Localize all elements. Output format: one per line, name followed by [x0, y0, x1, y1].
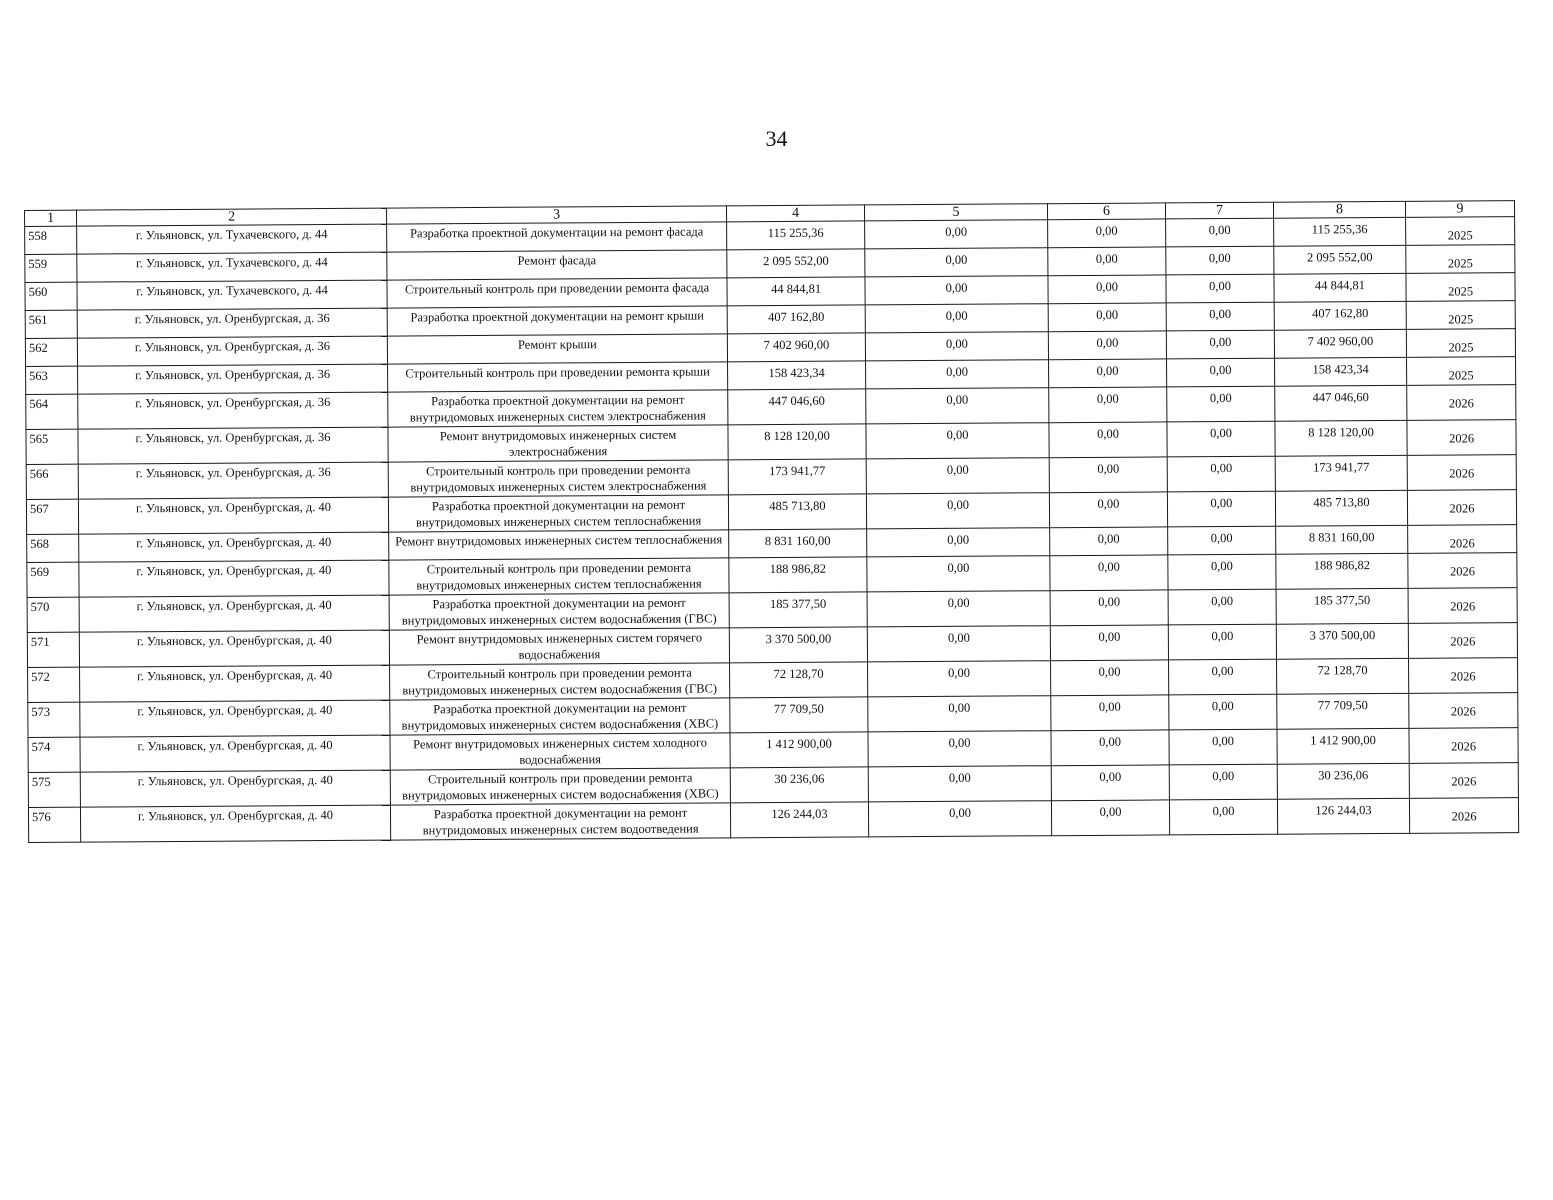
- year-cell: 2025: [1406, 273, 1515, 302]
- owner-funds-cell: 2 095 552,00: [1274, 245, 1406, 274]
- work-type-cell: Ремонт внутридомовых инженерных систем электроснабжения: [388, 425, 728, 462]
- page-number: 34: [765, 126, 788, 151]
- work-type-cell: Разработка проектной документации на ремонт внутридомовых инженерных систем теплоснабжения: [388, 495, 728, 532]
- row-number-cell: 564: [26, 394, 78, 429]
- row-number-cell: 566: [26, 464, 78, 499]
- work-type-cell: Разработка проектной документации на ремонт внутридомовых инженерных систем водоснабжения (ХВС): [390, 698, 730, 735]
- col6-value-cell: 0,00: [1050, 625, 1168, 661]
- address-cell: г. Ульяновск, ул. Оренбургская, д. 36: [78, 364, 388, 394]
- col7-value-cell: 0,00: [1166, 246, 1274, 275]
- col6-value-cell: 0,00: [1048, 331, 1166, 360]
- col7-value-cell: 0,00: [1168, 589, 1276, 625]
- col5-value-cell: 0,00: [867, 528, 1050, 557]
- col5-value-cell: 0,00: [868, 731, 1051, 767]
- work-type-cell: Строительный контроль при проведении ремонта крыши: [388, 362, 728, 392]
- year-cell: 2026: [1407, 455, 1516, 491]
- address-cell: г. Ульяновск, ул. Оренбургская, д. 40: [79, 560, 389, 597]
- col7-value-cell: 0,00: [1169, 799, 1277, 835]
- row-number-cell: 570: [27, 597, 79, 632]
- year-cell: 2025: [1406, 329, 1515, 358]
- row-number-cell: 560: [25, 282, 77, 310]
- owner-funds-cell: 72 128,70: [1277, 658, 1409, 694]
- work-type-cell: Разработка проектной документации на ремонт крыши: [387, 306, 727, 336]
- address-cell: г. Ульяновск, ул. Оренбургская, д. 40: [80, 700, 390, 737]
- address-cell: г. Ульяновск, ул. Оренбургская, д. 40: [79, 532, 389, 562]
- col7-value-cell: 0,00: [1166, 330, 1274, 359]
- col6-value-cell: 0,00: [1051, 765, 1169, 801]
- address-cell: г. Ульяновск, ул. Оренбургская, д. 40: [79, 595, 389, 632]
- owner-funds-cell: 173 941,77: [1275, 455, 1407, 491]
- row-number-cell: 573: [28, 702, 80, 737]
- row-number-cell: 569: [27, 562, 79, 597]
- row-number-cell: 568: [27, 534, 79, 562]
- col6-value-cell: 0,00: [1051, 660, 1169, 696]
- work-type-cell: Строительный контроль при проведении ремонта внутридомовых инженерных систем теплоснабжения: [389, 558, 729, 595]
- total-cost-cell: 185 377,50: [729, 592, 867, 628]
- address-cell: г. Ульяновск, ул. Тухачевского, д. 44: [77, 280, 387, 310]
- col7-value-cell: 0,00: [1166, 302, 1274, 331]
- total-cost-cell: 126 244,03: [730, 802, 868, 838]
- work-type-cell: Строительный контроль при проведении ремонта внутридомовых инженерных систем электроснабжения: [388, 460, 728, 497]
- owner-funds-cell: 3 370 500,00: [1276, 623, 1408, 659]
- total-cost-cell: 2 095 552,00: [727, 249, 865, 278]
- row-number-cell: 565: [26, 429, 78, 464]
- total-cost-cell: 30 236,06: [730, 767, 868, 803]
- col6-value-cell: 0,00: [1048, 275, 1166, 304]
- year-cell: 2025: [1407, 357, 1516, 386]
- col6-value-cell: 0,00: [1051, 695, 1169, 731]
- col5-value-cell: 0,00: [865, 304, 1048, 333]
- year-cell: 2025: [1406, 217, 1515, 246]
- year-cell: 2025: [1406, 245, 1515, 274]
- col7-value-cell: 0,00: [1169, 764, 1277, 800]
- total-cost-cell: 115 255,36: [727, 221, 865, 250]
- col6-value-cell: 0,00: [1048, 247, 1166, 276]
- col6-value-cell: 0,00: [1048, 219, 1166, 248]
- col6-value-cell: 0,00: [1051, 730, 1169, 766]
- row-number-cell: 575: [28, 772, 80, 807]
- column-header: 1: [25, 210, 77, 226]
- row-number-cell: 572: [28, 667, 80, 702]
- year-cell: 2026: [1409, 658, 1518, 694]
- col6-value-cell: 0,00: [1049, 387, 1167, 423]
- row-number-cell: 571: [27, 632, 79, 667]
- year-cell: 2026: [1408, 588, 1517, 624]
- work-type-cell: Ремонт внутридомовых инженерных систем холодного водоснабжения: [390, 733, 730, 770]
- owner-funds-cell: 188 986,82: [1276, 553, 1408, 589]
- total-cost-cell: 72 128,70: [730, 662, 868, 698]
- column-header: 2: [77, 208, 387, 226]
- col7-value-cell: 0,00: [1168, 554, 1276, 590]
- year-cell: 2026: [1409, 798, 1518, 834]
- col5-value-cell: 0,00: [868, 766, 1051, 802]
- row-number-cell: 567: [26, 499, 78, 534]
- row-number-cell: 558: [25, 226, 77, 254]
- total-cost-cell: 7 402 960,00: [727, 333, 865, 362]
- column-header: 6: [1047, 203, 1165, 220]
- year-cell: 2026: [1408, 553, 1517, 589]
- column-header: 3: [386, 206, 726, 224]
- owner-funds-cell: 115 255,36: [1274, 217, 1406, 246]
- owner-funds-cell: 126 244,03: [1277, 798, 1409, 834]
- year-cell: 2026: [1408, 623, 1517, 659]
- col6-value-cell: 0,00: [1050, 555, 1168, 591]
- col5-value-cell: 0,00: [867, 591, 1050, 627]
- owner-funds-cell: 77 709,50: [1277, 693, 1409, 729]
- table-container: [24, 200, 1518, 843]
- address-cell: г. Ульяновск, ул. Тухачевского, д. 44: [77, 252, 387, 282]
- col6-value-cell: 0,00: [1050, 527, 1168, 556]
- total-cost-cell: 8 128 120,00: [728, 424, 866, 460]
- repair-program-table: [24, 200, 1519, 843]
- column-header: 8: [1273, 201, 1405, 218]
- total-cost-cell: 3 370 500,00: [729, 627, 867, 663]
- year-cell: 2026: [1409, 728, 1518, 764]
- col6-value-cell: 0,00: [1050, 590, 1168, 626]
- work-type-cell: Разработка проектной документации на ремонт внутридомовых инженерных систем водоснабжения (ГВС): [389, 593, 729, 630]
- owner-funds-cell: 8 831 160,00: [1276, 525, 1408, 554]
- address-cell: г. Ульяновск, ул. Оренбургская, д. 40: [80, 805, 390, 842]
- col7-value-cell: 0,00: [1169, 694, 1277, 730]
- work-type-cell: Ремонт внутридомовых инженерных систем теплоснабжения: [389, 530, 729, 560]
- address-cell: г. Ульяновск, ул. Оренбургская, д. 36: [77, 336, 387, 366]
- col5-value-cell: 0,00: [868, 696, 1051, 732]
- year-cell: 2026: [1409, 693, 1518, 729]
- col5-value-cell: 0,00: [866, 360, 1049, 389]
- work-type-cell: Строительный контроль при проведении ремонта фасада: [387, 278, 727, 308]
- col7-value-cell: 0,00: [1167, 358, 1275, 387]
- col6-value-cell: 0,00: [1048, 303, 1166, 332]
- col5-value-cell: 0,00: [866, 458, 1049, 494]
- col5-value-cell: 0,00: [866, 423, 1049, 459]
- year-cell: 2025: [1406, 301, 1515, 330]
- owner-funds-cell: 44 844,81: [1274, 273, 1406, 302]
- total-cost-cell: 1 412 900,00: [730, 732, 868, 768]
- col7-value-cell: 0,00: [1166, 274, 1274, 303]
- work-type-cell: Ремонт фасада: [387, 250, 727, 280]
- work-type-cell: Разработка проектной документации на ремонт фасада: [387, 222, 727, 252]
- col7-value-cell: 0,00: [1169, 659, 1277, 695]
- work-type-cell: Разработка проектной документации на ремонт внутридомовых инженерных систем электроснабжения: [388, 390, 728, 427]
- col5-value-cell: 0,00: [868, 661, 1051, 697]
- total-cost-cell: 407 162,80: [727, 305, 865, 334]
- owner-funds-cell: 158 423,34: [1275, 357, 1407, 386]
- row-number-cell: 576: [28, 807, 80, 842]
- address-cell: г. Ульяновск, ул. Оренбургская, д. 36: [78, 392, 388, 429]
- row-number-cell: 562: [25, 338, 77, 366]
- work-type-cell: Ремонт крыши: [387, 334, 727, 364]
- col7-value-cell: 0,00: [1167, 386, 1275, 422]
- owner-funds-cell: 407 162,80: [1274, 301, 1406, 330]
- column-header: 7: [1165, 202, 1273, 219]
- year-cell: 2026: [1408, 525, 1517, 554]
- work-type-cell: Строительный контроль при проведении ремонта внутридомовых инженерных систем водоснабжения (ГВС): [390, 663, 730, 700]
- year-cell: 2026: [1407, 490, 1516, 526]
- address-cell: г. Ульяновск, ул. Оренбургская, д. 36: [77, 308, 387, 338]
- address-cell: г. Ульяновск, ул. Тухачевского, д. 44: [77, 224, 387, 254]
- col5-value-cell: 0,00: [868, 801, 1051, 837]
- col5-value-cell: 0,00: [865, 248, 1048, 277]
- work-type-cell: Разработка проектной документации на ремонт внутридомовых инженерных систем водоотведения: [390, 803, 730, 840]
- owner-funds-cell: 7 402 960,00: [1274, 329, 1406, 358]
- row-number-cell: 574: [28, 737, 80, 772]
- address-cell: г. Ульяновск, ул. Оренбургская, д. 36: [78, 427, 388, 464]
- total-cost-cell: 188 986,82: [729, 557, 867, 593]
- owner-funds-cell: 485 713,80: [1275, 490, 1407, 526]
- owner-funds-cell: 1 412 900,00: [1277, 728, 1409, 764]
- col7-value-cell: 0,00: [1167, 456, 1275, 492]
- col7-value-cell: 0,00: [1169, 729, 1277, 765]
- column-header: 9: [1405, 201, 1514, 218]
- address-cell: г. Ульяновск, ул. Оренбургская, д. 40: [80, 735, 390, 772]
- address-cell: г. Ульяновск, ул. Оренбургская, д. 40: [80, 770, 390, 807]
- year-cell: 2026: [1407, 385, 1516, 421]
- total-cost-cell: 8 831 160,00: [729, 529, 867, 558]
- total-cost-cell: 485 713,80: [728, 494, 866, 530]
- year-cell: 2026: [1407, 420, 1516, 456]
- col7-value-cell: 0,00: [1168, 624, 1276, 660]
- table-body: [25, 217, 1519, 843]
- address-cell: г. Ульяновск, ул. Оренбургская, д. 36: [78, 462, 388, 499]
- col6-value-cell: 0,00: [1049, 359, 1167, 388]
- owner-funds-cell: 30 236,06: [1277, 763, 1409, 799]
- row-number-cell: 563: [26, 366, 78, 394]
- address-cell: г. Ульяновск, ул. Оренбургская, д. 40: [80, 665, 390, 702]
- col6-value-cell: 0,00: [1049, 457, 1167, 493]
- col5-value-cell: 0,00: [865, 276, 1048, 305]
- total-cost-cell: 158 423,34: [728, 361, 866, 390]
- col7-value-cell: 0,00: [1167, 491, 1275, 527]
- col6-value-cell: 0,00: [1051, 800, 1169, 836]
- col5-value-cell: 0,00: [866, 493, 1049, 529]
- address-cell: г. Ульяновск, ул. Оренбургская, д. 40: [79, 630, 389, 667]
- row-number-cell: 559: [25, 254, 77, 282]
- owner-funds-cell: 8 128 120,00: [1275, 420, 1407, 456]
- owner-funds-cell: 185 377,50: [1276, 588, 1408, 624]
- col6-value-cell: 0,00: [1049, 492, 1167, 528]
- column-header: 4: [726, 205, 864, 222]
- col5-value-cell: 0,00: [867, 626, 1050, 662]
- col7-value-cell: 0,00: [1167, 421, 1275, 457]
- work-type-cell: Ремонт внутридомовых инженерных систем горячего водоснабжения: [389, 628, 729, 665]
- year-cell: 2026: [1409, 763, 1518, 799]
- col7-value-cell: 0,00: [1168, 526, 1276, 555]
- col6-value-cell: 0,00: [1049, 422, 1167, 458]
- column-header: 5: [864, 204, 1047, 221]
- total-cost-cell: 77 709,50: [730, 697, 868, 733]
- col5-value-cell: 0,00: [865, 220, 1048, 249]
- col7-value-cell: 0,00: [1166, 218, 1274, 247]
- total-cost-cell: 173 941,77: [728, 459, 866, 495]
- work-type-cell: Строительный контроль при проведении ремонта внутридомовых инженерных систем водоснабжения (ХВС): [390, 768, 730, 805]
- col5-value-cell: 0,00: [866, 388, 1049, 424]
- total-cost-cell: 447 046,60: [728, 389, 866, 425]
- col5-value-cell: 0,00: [867, 556, 1050, 592]
- row-number-cell: 561: [25, 310, 77, 338]
- address-cell: г. Ульяновск, ул. Оренбургская, д. 40: [78, 497, 388, 534]
- owner-funds-cell: 447 046,60: [1275, 385, 1407, 421]
- total-cost-cell: 44 844,81: [727, 277, 865, 306]
- col5-value-cell: 0,00: [865, 332, 1048, 361]
